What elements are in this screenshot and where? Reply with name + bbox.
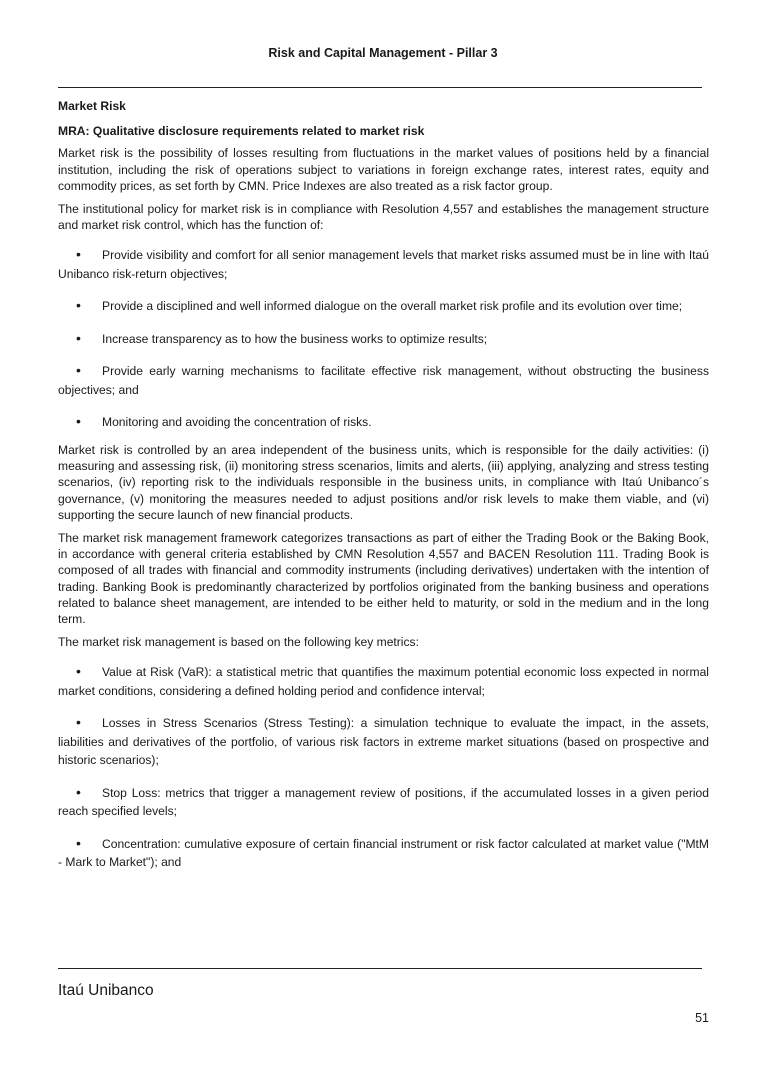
page-header-title: Risk and Capital Management - Pillar 3: [268, 46, 498, 60]
paragraph-definition: Market risk is the possibility of losses resulting from fluctuations in the market values of positions held by a financial institution, including the risk of operations subject to variations in foreign exchange rates, interest rates, equity and commodity prices, as set forth by CMN. Price Indexes are also treated as a risk factor group.: [58, 146, 709, 193]
footer-divider: [58, 968, 702, 969]
page-number: 51: [695, 1011, 709, 1025]
paragraph-metrics-intro: The market risk management is based on the following key metrics:: [58, 635, 419, 650]
list-item: • Losses in Stress Scenarios (Stress Testing): a simulation technique to evaluate the impact, in the assets, liabilities and derivatives of the portfolio, of various risk factors in extreme market situations (based on prospective and historic scenarios);: [58, 714, 709, 768]
bullet-icon: •: [76, 297, 81, 314]
list-item: • Stop Loss: metrics that trigger a management review of positions, if the accumulated losses in a given period reach specified levels;: [58, 783, 709, 819]
header-divider: [58, 87, 702, 88]
bullet-icon: •: [76, 783, 81, 800]
bullet-icon: •: [76, 663, 81, 680]
paragraph-policy: The institutional policy for market risk is in compliance with Resolution 4,557 and establishes the management structure and market risk control, which has the function of:: [58, 202, 709, 233]
document-body: [58, 98, 709, 872]
list-item: • Increase transparency as to how the business works to optimize results;: [76, 329, 488, 346]
bullet-icon: •: [76, 329, 81, 346]
list-item: • Provide a disciplined and well informed dialogue on the overall market risk profile and its evolution over time;: [76, 297, 683, 314]
paragraph-framework: The market risk management framework categorizes transactions as part of either the Trading Book or the Baking Book, in accordance with general criteria established by CMN Resolution 4,557 and BACEN Resolution 111. Trading Book is composed of all trades with financial and commodity instruments (including derivatives) undertaken with the intention of trading. Banking Book is predominantly characterized by portfolios originated from the banking business and operations related to balance sheet management, are intended to be either held to maturity, or sold in the medium and in the long term.: [58, 530, 709, 626]
list-item: • Provide early warning mechanisms to facilitate effective risk management, without obstructing the business objectives; and: [58, 362, 709, 397]
bullet-icon: •: [76, 714, 81, 731]
footer-brand: Itaú Unibanco: [58, 982, 154, 999]
bullet-icon: •: [76, 246, 81, 263]
bullet-icon: •: [76, 362, 81, 379]
list-item: • Value at Risk (VaR): a statistical metric that quantifies the maximum potential economic loss expected in normal market conditions, considering a defined holding period and confidence interval;: [58, 663, 709, 698]
section-subtitle: MRA: Qualitative disclosure requirements related to market risk: [58, 124, 425, 139]
metrics-list: [58, 662, 709, 872]
paragraph-control: Market risk is controlled by an area independent of the business units, which is responsible for the daily activities: (i) measuring and assessing risk, (ii) monitoring stress scenarios, limits and alerts, (iii) applying, analyzing and stress testing scenarios, (iv) reporting risk to the individuals responsible in the business units, in compliance with Itaú Unibanco´s governance, (v) monitoring the measures needed to adjust positions and/or risk levels to make them viable, and (vi) supporting the secure launch of new financial products.: [58, 442, 709, 522]
bullet-icon: •: [76, 834, 81, 851]
list-item: • Provide visibility and comfort for all senior management levels that market risks assumed must be in line with Itaú Unibanco risk-return objectives;: [58, 246, 709, 281]
section-title: Market Risk: [58, 99, 126, 113]
functions-list: [58, 245, 709, 432]
bullet-icon: •: [76, 413, 81, 430]
list-item: • Concentration: cumulative exposure of certain financial instrument or risk factor calculated at market value ("MtM - Mark to Market"); and: [58, 834, 709, 870]
list-item: • Monitoring and avoiding the concentration of risks.: [76, 413, 372, 430]
